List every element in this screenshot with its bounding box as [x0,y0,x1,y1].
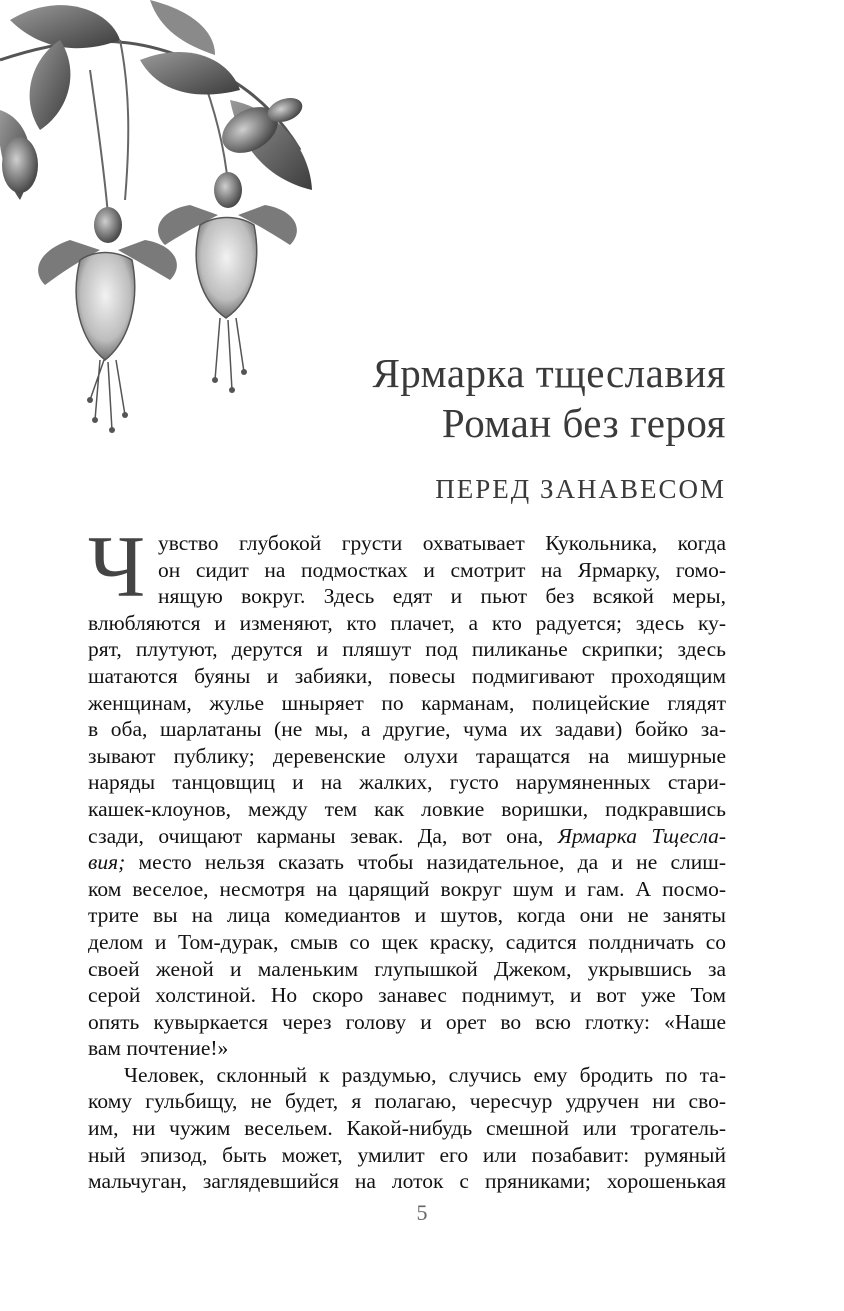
text-line: он сидит на подмостках и смотрит на Ярмарку, гомо- [158,557,726,582]
fuchsia-flower-illustration [0,0,320,470]
text-line: им, ни чужим весельем. Какой-нибудь смешной или трогатель- [88,1116,726,1141]
text-line: серой холстиной. Но скоро занавес поднимут, и вот уже Том [88,983,726,1008]
chapter-title: ПЕРЕД ЗАНАВЕСОМ [435,474,726,504]
italic-title: вия; [88,850,126,875]
drop-cap: Ч [88,519,146,616]
book-title [372,348,726,448]
text-span: место нельзя сказать чтобы назидательное, да и не слиш- [125,850,726,875]
text-line: мальчуган, заглядевшийся на лоток с пряниками; хорошенькая [88,1169,726,1194]
title-line-2: Роман без героя [441,400,726,446]
text-line: женщинам, жулье шныряет по карманам, полицейские глядят [88,690,726,715]
text-line: ком веселое, несмотря на царящий вокруг шум и гам. А посмо- [88,876,726,901]
text-line: зывают публику; деревенские олухи таращатся на мишурные [88,743,726,768]
text-line: нящую вокруг. Здесь едят и пьют без всякой меры, [158,584,726,609]
italic-title: Ярмарка Тщесла- [557,823,726,848]
body-text [88,530,726,1195]
page-number: 5 [416,1200,428,1225]
text-line: своей женой и маленьким глупышкой Джеком, укрывшись за [88,956,726,981]
text-line: кашек-клоунов, между тем как ловкие воришки, подкравшись [88,796,726,821]
text-line: трите вы на лица комедиантов и шутов, когда они не заняты [88,903,726,928]
text-line: ный эпизод, быть может, умилит его или позабавит: румяный [88,1142,726,1167]
text-line: в оба, шарлатаны (не мы, а другие, чума их задави) бойко за- [88,717,726,742]
text-line: опять кувыркается через голову и орет во всю глотку: «Наше [88,1009,726,1034]
text-line: Человек, склонный к раздумью, случись ему бродить по та- [124,1062,726,1087]
text-line-mixed [88,823,726,850]
text-line: кому гульбищу, не будет, я полагаю, чересчур удручен ни сво- [88,1089,726,1114]
text-line: шатаются буяны и забияки, повесы подмигивают проходящим [88,663,726,688]
text-line: влюбляются и изменяют, кто плачет, а кто радуется; здесь ку- [88,610,726,635]
text-line-mixed [88,849,726,876]
text-line: вам почтение!» [88,1036,229,1061]
text-line: наряды танцовщиц и на жалких, густо нарумяненных стари- [88,770,726,795]
title-line-1: Ярмарка тщеславия [372,350,726,396]
text-line: рят, плутуют, дерутся и пляшут под пиликанье скрипки; здесь [88,637,726,662]
text-span: сзади, очищают карманы зевак. Да, вот она, [88,823,558,848]
text-line: увство глубокой грусти охватывает Кукольника, когда [158,531,726,555]
text-line: делом и Том-дурак, смыв со щек краску, садится полдничать со [88,929,726,954]
